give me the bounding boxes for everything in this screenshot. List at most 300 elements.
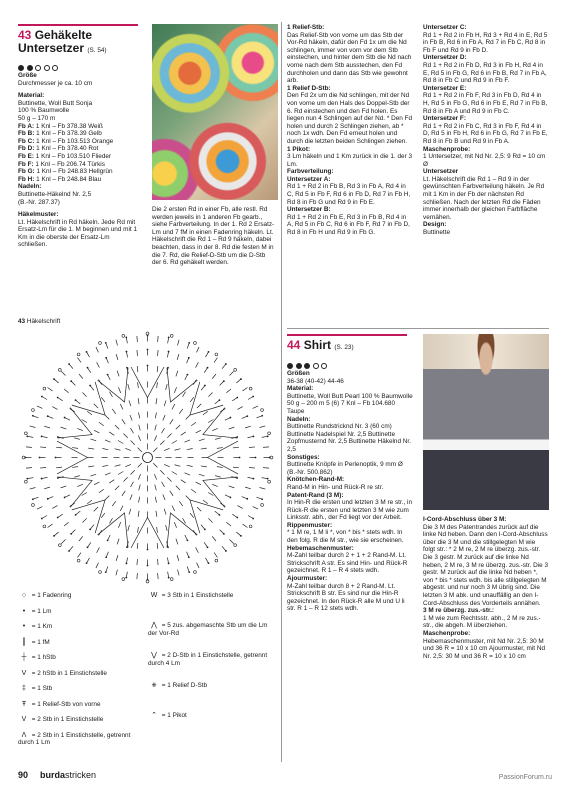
stitch-mark: [79, 374, 83, 379]
stitch-mark: [164, 448, 170, 450]
text-block-heading: Größen: [287, 370, 310, 377]
stitch-mark: [190, 397, 194, 402]
stitch-mark: [109, 432, 114, 435]
stitch-mark: [56, 467, 62, 468]
chain-dot: [240, 535, 242, 537]
text-block-body: 36-38 (40-42) 44-46: [287, 377, 344, 385]
chain-dot: [75, 514, 77, 516]
fan-stitch: [58, 408, 92, 438]
stitch-mark: [153, 448, 157, 452]
stitch-mark: [260, 488, 266, 490]
stitch-mark: [96, 563, 99, 568]
stitch-mark: [30, 426, 36, 428]
stitch-mark: [117, 371, 119, 377]
text-block-heading: 1 Relief D-Stb:: [287, 84, 331, 92]
chart-label-text: Häkelschrift: [26, 318, 61, 325]
stitch-mark: [157, 559, 158, 565]
chain-dot: [57, 517, 59, 519]
stitch-mark: [120, 404, 123, 409]
stitch-mark: [139, 485, 141, 491]
stitch-mark: [115, 449, 121, 451]
text-block-heading: Untersetzer F:: [423, 115, 466, 123]
stitch-mark: [82, 392, 86, 396]
text-block-heading: Untersetzer E:: [423, 84, 467, 92]
stitch-mark: [172, 506, 175, 511]
text-block: [287, 416, 413, 454]
stitch-mark: [196, 430, 201, 433]
stitch-mark: [48, 524, 53, 527]
text-block-heading: 3 M re überzg. zus.-str.:: [423, 607, 495, 615]
chain-dot: [105, 357, 107, 359]
stitch-mark: [203, 411, 208, 415]
text-block: [423, 54, 549, 84]
stitch-mark: [237, 407, 242, 410]
legend-symbol-icon: •: [22, 607, 26, 615]
section44-title: [287, 339, 354, 354]
stitch-mark: [175, 465, 181, 467]
stitch-mark: [191, 422, 196, 426]
stitch-mark: [187, 449, 193, 450]
stitch-mark: [82, 518, 86, 522]
picot-symbol: [234, 368, 237, 371]
stitch-mark: [166, 525, 168, 531]
stitch-mark: [69, 546, 73, 551]
chain-dot: [70, 533, 72, 535]
stitch-mark: [137, 350, 138, 356]
chain-dot: [41, 518, 43, 520]
text-block-body: Lt. Häkelschrift die Rd 1 – Rd 9 in der gewünschten Farbverteilung häkeln. Je Rd mit 1 Km in der Fb der nächsten Rd schließen. Nach der letzten Rd die Fäden immer innerhalb der gleichen Farbfläche vernähen.: [423, 175, 545, 221]
fan-stitch: [72, 500, 105, 533]
text-block: [287, 168, 413, 176]
stitch-mark: [64, 522, 69, 526]
stitch-mark: [162, 428, 165, 433]
chain-dot: [187, 539, 189, 541]
stitch-mark: [206, 558, 209, 563]
difficulty-dot-filled: [27, 65, 33, 71]
text-block-body: Buttinette, Woll Butt Pearl 100 % Baumwolle 50 g – 200 m 5 (6) 7 Knl – Fb 104.680 Taupe: [287, 392, 413, 415]
stitch-mark: [109, 480, 114, 483]
stitch-mark: [157, 366, 158, 372]
picot-symbol: [77, 353, 80, 356]
text-block: [423, 24, 549, 54]
stitch-mark: [174, 522, 176, 528]
stitch-mark: [102, 449, 108, 450]
chain-dot: [239, 457, 241, 459]
chain-dot: [246, 415, 248, 417]
stitch-mark: [131, 482, 134, 487]
stitch-mark: [79, 536, 83, 541]
text-block-body: 1 M wie zum Rechtsstr. abh., 2 M re zus.-str., die abgeh. M überziehen.: [423, 614, 541, 630]
chain-dot: [26, 435, 28, 437]
chain-dot: [125, 577, 127, 579]
legend-entry: [148, 622, 273, 637]
stitch-mark: [263, 447, 269, 448]
color-item: Fb A: 1 Knl – Fb 378.38 Weiß: [18, 122, 103, 130]
stitch-mark: [87, 352, 90, 357]
stitch-mark: [187, 343, 189, 349]
stitch-mark: [203, 500, 208, 504]
stitch-mark: [157, 350, 158, 356]
legend-symbol-icon: V: [21, 716, 27, 723]
chain-dot: [32, 498, 34, 500]
stitch-mark: [245, 487, 251, 489]
chain-dot: [26, 478, 28, 480]
stitch-mark: [187, 465, 193, 466]
stitch-mark: [160, 441, 164, 445]
text-block-heading: 1 Relief-Stb:: [287, 24, 325, 31]
stitch-mark: [101, 513, 105, 518]
stitch-mark: [117, 539, 119, 545]
stitch-mark: [52, 407, 57, 410]
stitch-mark: [155, 412, 156, 418]
stitch-mark: [212, 374, 216, 379]
chain-dot: [87, 546, 89, 548]
legend-symbol-icon: Λ: [21, 731, 27, 739]
stitch-mark: [197, 507, 201, 511]
stitch-mark: [172, 404, 175, 409]
text-block-heading: Untersetzer D:: [423, 54, 467, 62]
legend-entry: [148, 712, 273, 720]
stitch-mark: [176, 425, 180, 429]
picot-symbol: [234, 544, 237, 547]
chain-dot: [75, 399, 77, 401]
stitch-mark: [106, 343, 108, 349]
chain-dot: [126, 351, 128, 353]
stitch-mark: [27, 478, 33, 479]
text-block: [287, 454, 413, 477]
text-block-body: Rd 1 + Rd 2 in Fb B, Rd 3 in Fb A, Rd 4 in C, Rd 5 in Fb F, Rd 6 in Fb D, Rd 7 in Fb H, Rd 8 in Fb G und Rd 9 in Fb E.: [287, 183, 411, 206]
picot-symbol: [24, 432, 27, 435]
brand-footer: [40, 770, 96, 780]
section43-accent-bar: [18, 24, 138, 26]
chain-dot: [147, 549, 149, 551]
stitch-mark: [160, 470, 164, 474]
stitch-mark: [184, 473, 190, 475]
stitch-mark: [87, 558, 90, 563]
stitch-mark: [131, 441, 135, 445]
stitch-mark: [186, 496, 190, 500]
stitch-mark: [108, 375, 111, 380]
nadeln-heading: Nadeln:: [18, 183, 42, 191]
stitch-mark: [37, 406, 42, 409]
chain-dot: [168, 563, 170, 565]
chain-dot: [125, 336, 127, 338]
stitch-mark: [229, 427, 235, 429]
chain-dot: [236, 397, 238, 399]
picot-symbol: [58, 544, 61, 547]
text-block-heading: Untersetzer A:: [287, 175, 331, 183]
text-block-heading: Untersetzer C:: [423, 24, 467, 31]
stitch-mark: [199, 474, 205, 476]
stitch-mark: [201, 466, 207, 467]
text-block-heading: Knötchen-Rand-M:: [287, 476, 345, 484]
chain-dot: [168, 336, 170, 338]
legend-entry: [18, 685, 138, 693]
stitch-mark: [137, 573, 138, 579]
stitch-mark: [72, 467, 78, 468]
stitch-mark: [138, 382, 139, 388]
stitch-mark: [74, 476, 80, 478]
stitch-mark: [116, 555, 118, 561]
stitch-mark: [72, 448, 78, 449]
section43-title-line1: Gehäkelte: [34, 28, 93, 42]
chain-dot: [89, 385, 91, 387]
picot-symbol: [170, 334, 173, 337]
stitch-mark: [176, 539, 178, 545]
stitch-mark: [183, 392, 186, 397]
section43-title-line2: Untersetzer: [18, 41, 85, 55]
legend-text: = 1 Km: [31, 623, 53, 630]
chart-label-number: 43: [18, 318, 26, 325]
color-item: Fb G: 1 Knl – Fb 248.83 Hellgrün: [18, 168, 113, 176]
stitch-mark: [118, 387, 120, 393]
fadenring-symbol: [143, 453, 153, 463]
chain-dot: [188, 571, 190, 573]
stitch-mark: [26, 447, 32, 448]
text-block: [287, 370, 413, 385]
stitch-mark: [123, 433, 127, 437]
page-number: 90: [18, 770, 29, 780]
picot-symbol: [22, 456, 25, 459]
fan-stitch: [167, 513, 197, 547]
chain-dot: [253, 436, 255, 438]
stitch-mark: [71, 530, 75, 534]
stitch-mark: [77, 428, 83, 430]
chain-dot: [70, 380, 72, 382]
chain-dot: [188, 342, 190, 344]
legend-entry: [18, 732, 138, 747]
picot-symbol: [146, 580, 149, 583]
text-block-body: 1 Untersetzer, mit Nd Nr. 2,5: 9 Rd = 10 cm Ø: [423, 153, 546, 168]
stitch-mark: [87, 411, 92, 415]
stitch-mark: [248, 397, 253, 400]
picot-symbol: [249, 387, 252, 390]
difficulty-dot-filled: [287, 363, 293, 369]
legend-text: = 1 Relief D-Stb: [161, 682, 208, 689]
color-item: Fb H: 1 Knl – Fb 248.84 Blau: [18, 175, 102, 183]
section44-right-column: [423, 516, 549, 660]
legend-entry: [148, 682, 273, 690]
legend-entry: [18, 701, 138, 709]
fan-stitch: [203, 408, 237, 438]
chain-dot: [64, 497, 66, 499]
difficulty-dot-empty: [44, 65, 50, 71]
text-block-heading: Material:: [287, 385, 314, 393]
stitch-mark: [139, 497, 140, 503]
picot-symbol: [122, 334, 125, 337]
color-item: Fb C: 1 Knl – Fb 103.513 Orange: [18, 137, 114, 145]
stitch-mark: [129, 509, 131, 515]
chain-dot: [105, 556, 107, 558]
text-block-heading: I-Cord-Abschluss über 3 M:: [423, 516, 507, 523]
picot-symbol: [122, 578, 125, 581]
stitch-mark: [208, 392, 212, 396]
stitch-mark: [168, 572, 169, 578]
text-block: [287, 24, 413, 85]
stitch-mark: [191, 489, 196, 493]
stitch-mark: [116, 340, 118, 346]
legend-entry: [18, 654, 138, 662]
chain-dot: [105, 571, 107, 573]
text-block-body: Rd 1 + Rd 2 in Fb H, Rd 3 + Rd 4 in E, Rd 5 in Fb B, Rd 6 in Fb A, Rd 7 in Fb C, Rd 8 in Fb F und Rd 9 in Fb D.: [423, 31, 548, 54]
stitch-mark: [94, 482, 99, 485]
stitch-mark: [199, 439, 205, 441]
stitch-mark: [176, 486, 180, 490]
text-block-body: Buttinette Rundstricknd Nr. 3 (60 cm) Buttinette Nadelspiel Nr. 2,5 Buttinette Zopfmusternd Nr. 2,5 Buttinette Häkelnd Nr. 2,5: [287, 423, 411, 453]
chain-dot: [229, 417, 231, 419]
stitch-mark: [26, 468, 32, 469]
text-block: [287, 492, 413, 522]
legend-text: = 3 Stb in 1 Einstichstelle: [161, 592, 234, 599]
stitch-mark: [42, 516, 47, 519]
picot-symbol: [268, 480, 271, 483]
stitch-mark: [162, 482, 165, 487]
stitch-mark: [201, 525, 205, 530]
color-item: Fb F: 1 Knl – Fb 206.74 Türkis: [18, 160, 105, 168]
section44-page-ref: (S. 23): [334, 344, 354, 351]
stitch-mark: [230, 371, 234, 375]
text-block: [423, 168, 549, 221]
stitch-mark: [138, 474, 140, 480]
text-block-body: Das Relief-Stb von vorne um das Stb der Vor-Rd häkeln, dafür den Fd 1x um die Nd schlingen, immer von vorn vor dem Stb einstechen, und hinter dem Stb die Nd nach vorne nach dem Stb ausstechen, den Fd durchholen und dann das Stb wie gewohnt arb.: [287, 31, 412, 85]
shirt-photo: [423, 334, 549, 510]
stitch-mark: [249, 447, 255, 448]
chain-dot: [261, 498, 263, 500]
stitch-mark: [123, 477, 127, 481]
chain-dot: [225, 363, 227, 365]
text-block: [287, 476, 413, 491]
stitch-mark: [222, 364, 226, 369]
stitch-mark: [174, 387, 176, 393]
chain-dot: [107, 374, 109, 376]
text-block-body: Den Fd 2x um die Nd schlingen, mit der Nd von vorne um den Hals des Doppel-Stb der 6. Rd einstechen und den Fd holen. Es liegen nun 4 Schlingen auf der Nd. * Den Fd holen und durch 2 Schlingen ziehen, ab * noch 1x wdh. Den Fd erneut holen und durch die letzten beiden Schlingen ziehen.: [287, 92, 413, 145]
stitch-mark: [96, 347, 99, 352]
stitch-mark: [61, 371, 65, 375]
chain-dot: [47, 498, 49, 500]
groesse-text: Durchmesser je ca. 10 cm: [18, 79, 93, 87]
watermark: PassionForum.ru: [498, 774, 552, 781]
legend-entry: [148, 652, 273, 667]
stitch-mark: [197, 563, 200, 568]
stitch-mark: [201, 448, 207, 449]
color-item: Fb D: 1 Knl – Fb 378.40 Rot: [18, 145, 99, 153]
chain-dot: [147, 349, 149, 351]
stitch-mark: [116, 354, 118, 360]
fan-stitch: [72, 382, 105, 415]
stitch-mark: [170, 491, 173, 496]
text-block-heading: Design:: [423, 221, 447, 229]
stitch-mark: [204, 368, 207, 373]
stitch-mark: [243, 388, 248, 391]
stitch-mark: [156, 511, 157, 517]
chain-dot: [188, 556, 190, 558]
difficulty-dot-filled: [296, 363, 302, 369]
stitch-mark: [77, 484, 83, 486]
chain-dot: [253, 478, 255, 480]
section44-left-column: [287, 370, 413, 613]
difficulty-dot-empty: [321, 363, 327, 369]
legend-text: = 2 Stb in 1 Einstichstelle, getrennt durch 1 Lm: [18, 731, 131, 747]
text-block: [423, 115, 549, 145]
stitch-mark: [167, 477, 171, 481]
text-block: [423, 607, 549, 630]
chain-dot: [68, 550, 70, 552]
stitch-mark: [225, 418, 230, 421]
text-block-heading: 1 Pikot:: [287, 145, 311, 153]
chain-dot: [261, 415, 263, 417]
stitch-mark: [88, 466, 94, 467]
text-block: [423, 85, 549, 115]
text-block-body: Buttinette Knöpfe in Perlenoptik, 9 mm Ø (B.-Nr. 500.862): [287, 461, 403, 476]
chain-dot: [107, 539, 109, 541]
chart-legend: [18, 592, 278, 752]
stitch-mark: [30, 488, 36, 490]
stitch-mark: [185, 375, 188, 380]
chain-dot: [68, 363, 70, 365]
stitch-mark: [44, 426, 50, 428]
stitch-mark: [222, 546, 226, 551]
stitch-mark: [242, 416, 248, 418]
section44-accent-bar: [287, 334, 407, 336]
color-list: [18, 123, 140, 184]
color-item: Fb B: 1 Knl – Fb 378.39 Gelb: [18, 130, 102, 138]
stitch-mark: [40, 467, 46, 468]
stitch-mark: [138, 448, 142, 452]
stitch-mark: [179, 501, 183, 506]
stitch-mark: [233, 447, 239, 448]
stitch-mark: [112, 501, 116, 506]
stitch-mark: [212, 484, 218, 486]
text-block-heading: Patent-Rand (3 M):: [287, 491, 344, 499]
stitch-mark: [76, 511, 81, 515]
chain-dot: [126, 563, 128, 565]
legend-text: = 1 Stb: [31, 685, 53, 692]
chain-dot: [267, 478, 269, 480]
chain-dot: [229, 497, 231, 499]
stitch-mark: [215, 438, 221, 440]
stitch-mark: [115, 486, 119, 490]
legend-text: = 1 Lm: [31, 607, 52, 615]
text-block-heading: Rippenmuster:: [287, 521, 333, 529]
stitch-mark: [64, 389, 69, 393]
text-block-body: Rd 1 + Rd 2 in Fb F, Rd 3 in Fb D, Rd 4 in H, Rd 5 in Fb G, Rd 6 in Fb E, Rd 7 in Fb B, Rd 8 in Fb A und Rd 9 in Fb C.: [423, 92, 548, 115]
stitch-mark: [163, 415, 165, 421]
stitch-mark: [69, 364, 73, 369]
fan-stitch: [98, 368, 128, 402]
stitch-mark: [137, 543, 138, 549]
chain-dot: [47, 415, 49, 417]
stitch-mark: [131, 428, 134, 433]
chain-dot: [147, 565, 149, 567]
stitch-mark: [178, 340, 180, 346]
legend-symbol-icon: Ŧ: [21, 700, 27, 708]
stitch-mark: [179, 409, 183, 414]
picot-symbol: [99, 342, 102, 345]
chain-dot: [86, 562, 88, 564]
fan-stitch: [58, 477, 92, 507]
text-block: [287, 85, 413, 146]
text-block: [287, 575, 413, 613]
stitch-mark: [158, 573, 159, 579]
chain-dot: [39, 457, 41, 459]
stitch-mark: [110, 518, 113, 523]
text-block: [423, 221, 549, 236]
text-block-heading: Maschenprobe:: [423, 145, 471, 153]
picot-symbol: [58, 368, 61, 371]
legend-symbol-icon: ○: [21, 592, 27, 599]
text-block-body: Die 3 M des Patentrandes zurück auf die linke Nd heben. Dann den I-Cord-Abschluss über die 3 M und die stillgelegten M wie folgt str.: * 2 M re, 2 M re überzg. zus.-str. Die 3 gestr. M zurück auf die linke Nd heben, 2 M re, 3 M re überzg. zus.-str. Die 3 gestr. M zurück auf die linke Nd heben *, von * bis * stets wdh. bis alle stillgelegten M abgestr. und nur noch 3 M übrig sind. Die letzten 3 M abk. und unauffällig an den I-Cord-Abschluss des Vorderteils annähen.: [423, 523, 549, 607]
text-block: [287, 545, 413, 575]
